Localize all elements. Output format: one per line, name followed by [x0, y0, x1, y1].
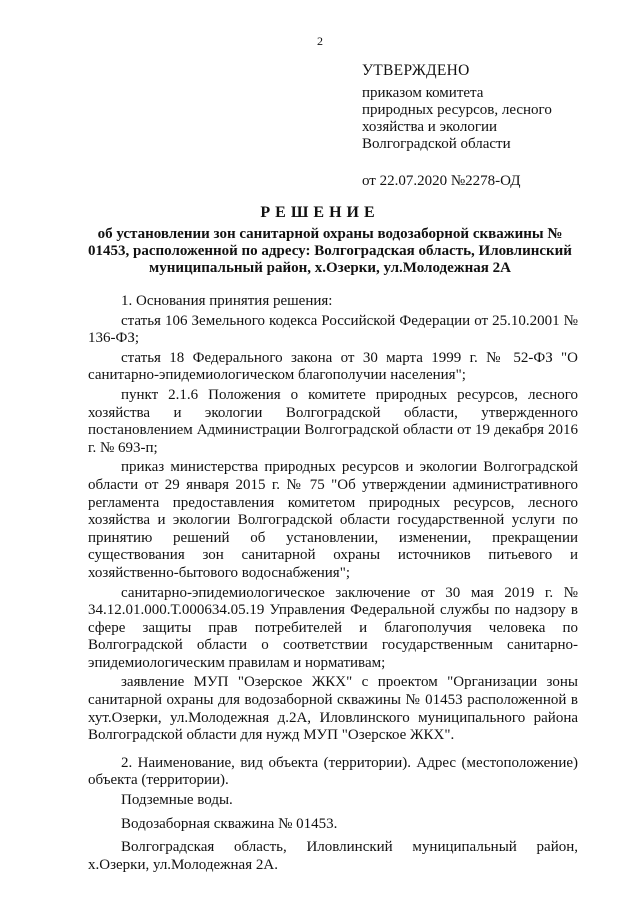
basis-item: заявление МУП "Озерское ЖКХ" с проектом "Организации зоны санитарной охраны для водозаборной скважины № 01453 расположенной в хут.Озерки, ул.Молодежная д.2А, Иловлинского муниципального района Волгоградской области для нужд МУП "Озерское ЖКХ".	[88, 674, 578, 744]
basis-item: статья 18 Федерального закона от 30 марта 1999 г. № 52-ФЗ "О санитарно-эпидемиологическом благополучии населения";	[88, 349, 578, 384]
document-body	[88, 293, 578, 876]
approval-heading: УТВЕРЖДЕНО	[362, 62, 470, 79]
basis-item: пункт 2.1.6 Положения о комитете природных ресурсов, лесного хозяйства и экологии Волгоградской области, утвержденного постановлением Администрации Волгоградской области от 19 декабря 2016 г. № 693-п;	[88, 386, 578, 456]
approval-line: Волгоградской области	[362, 136, 511, 152]
section1-heading: 1. Основания принятия решения:	[121, 293, 333, 309]
object-name: Водозаборная скважина № 01453.	[121, 815, 338, 832]
basis-item: санитарно-эпидемиологическое заключение от 30 мая 2019 г. № 34.12.01.000.Т.000634.05.19 Управления Федеральной службы по надзору в сфере защиты прав потребителей и благополучия человека по Волгоградской области о соответствии государственным санитарно-эпидемиологическим правилам и нормативам;	[88, 584, 578, 671]
decision-subject: об установлении зон санитарной охраны водозаборной скважины № 01453, расположенной по адресу: Волгоградская область, Иловлинский муниципальный район, х.Озерки, ул.Молодежная 2А	[88, 226, 572, 276]
object-type: Подземные воды.	[121, 792, 233, 809]
approval-line: приказом комитета	[362, 85, 484, 101]
page-number: 2	[317, 34, 323, 48]
decision-title: РЕШЕНИЕ	[260, 204, 380, 221]
basis-item: приказ министерства природных ресурсов и экологии Волгоградской области от 29 января 2015 г. № 75 "Об утверждении административного регламента предоставления комитетом природных ресурсов, лесного хозяйства и экологии Волгоградской области государственной услуги по принятию решений об установлении, изменении, прекращении существования зон санитарной охраны источников питьевого и хозяйственно-бытового водоснабжения";	[88, 459, 578, 581]
section2-heading: 2. Наименование, вид объекта (территории). Адрес (местоположение) объекта (территории).	[88, 754, 578, 789]
approval-order: от 22.07.2020 №2278-ОД	[362, 173, 521, 189]
basis-item: статья 106 Земельного кодекса Российской Федерации от 25.10.2001 № 136-ФЗ;	[88, 312, 578, 347]
approval-stamp	[362, 62, 612, 190]
object-address: Волгоградская область, Иловлинский муниципальный район, х.Озерки, ул.Молодежная 2А.	[88, 839, 578, 873]
approval-line: хозяйства и экологии	[362, 119, 498, 135]
approval-line: природных ресурсов, лесного	[362, 102, 552, 118]
